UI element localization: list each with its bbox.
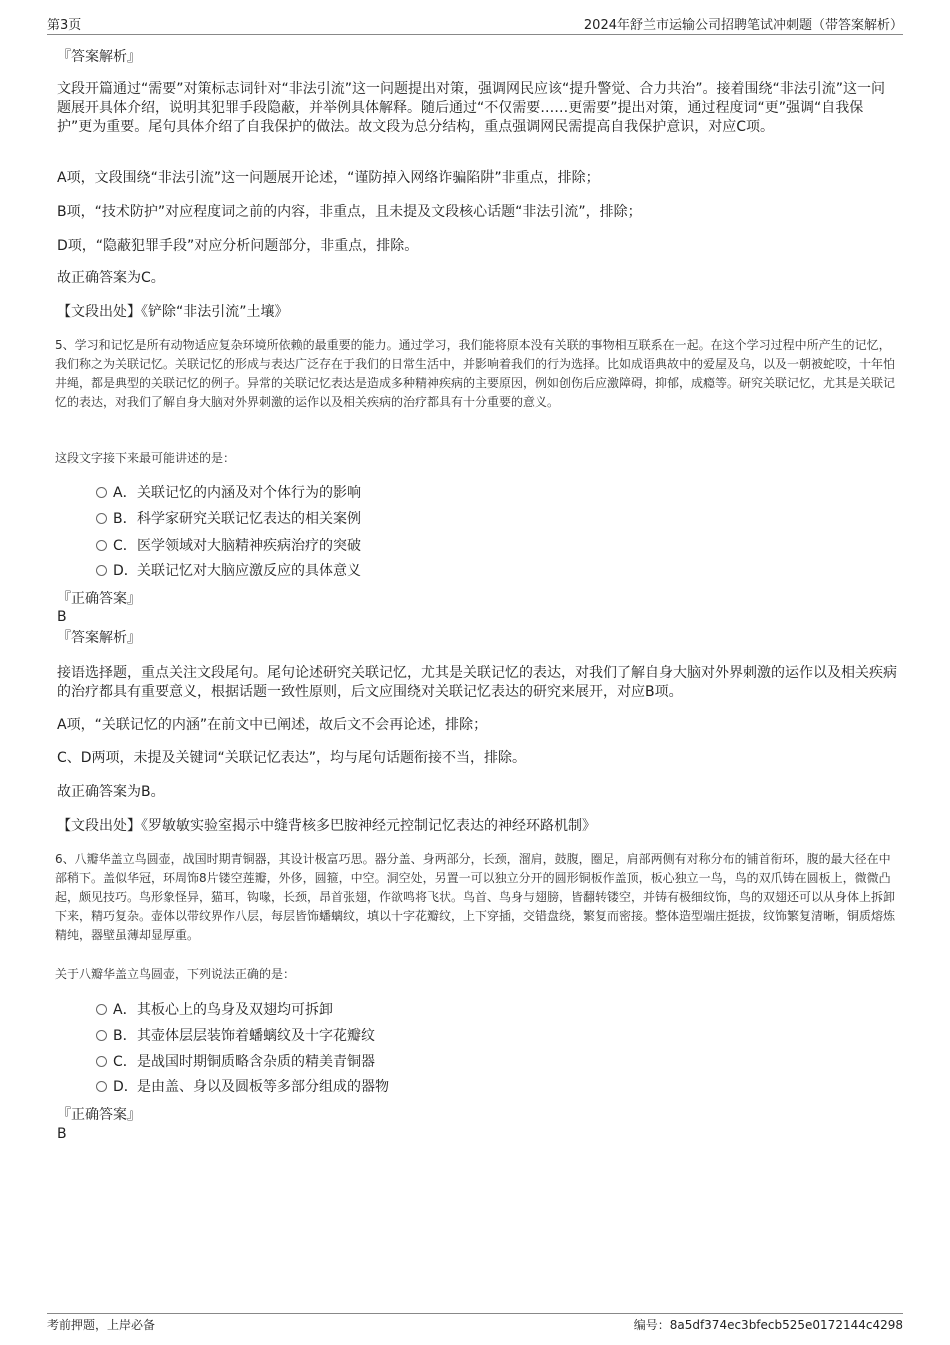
q6-stem: 6、八瓣华盖立鸟圆壶，战国时期青铜器，其设计极富巧思。器分盖、身两部分，长颈，溜肩，鼓腹，圈足，肩部两侧有对称分布的铺首衔环，腹的最大径在中部稍下。盖似华冠，环周饰8片镂空莲瓣，外侈，圆箍，中空。洞空处，另置一可以独立分开的圆形铜板作盖顶，板心独立一鸟，鸟的双爪铸在圆板上，微微凸起，颇见技巧。鸟形象怪异，猫耳，钩喙，长颈，昂首张翅，作欲鸣将飞状。鸟首、鸟身与翅膀，皆翻转镂空，并铸有极细纹饰，鸟的双翅还可以从身体上拆卸下来，精巧复杂。壶体以带纹界作八层，每层皆饰蟠螭纹，填以十字花瓣纹，上下穿插，交错盘绕，繁复而密接。整体造型端庄挺拔，纹饰繁复清晰，铜质熔炼精纯，器壁虽薄却显厚重。 bbox=[55, 852, 896, 942]
q6-answer: B bbox=[57, 1126, 67, 1142]
option-text: 其板心上的鸟身及双翅均可拆卸 bbox=[137, 1002, 333, 1018]
option-text: 是战国时期铜质略含杂质的精美青铜器 bbox=[137, 1054, 375, 1070]
document-title: 2024年舒兰市运输公司招聘笔试冲刺题（带答案解析） bbox=[583, 18, 903, 33]
option-text: 其壶体层层装饰着蟠螭纹及十字花瓣纹 bbox=[137, 1028, 375, 1044]
option-text: 关联记忆的内涵及对个体行为的影响 bbox=[137, 485, 361, 501]
q5-option-c[interactable] bbox=[96, 537, 361, 556]
q5-option-b[interactable] bbox=[96, 510, 361, 529]
option-letter: B． bbox=[113, 1028, 137, 1044]
q5-stem: 5、学习和记忆是所有动物适应复杂环境所依赖的最重要的能力。通过学习，我们能将原本没有关联的事物相互联系在一起。在这个学习过程中所产生的记忆，我们称之为关联记忆。关联记忆的形成与表达广泛存在于我们的日常生活中，并影响着我们的行为选择。比如成语典故中的爱屋及乌，以及一朝被蛇咬，十年怕井绳，都是典型的关联记忆的例子。异常的关联记忆表达是造成多种精神疾病的主要原因，例如创伤后应激障碍，抑郁，成瘾等。研究关联记忆，尤其是关联记忆的表达，对我们了解自身大脑对外界刺激的运作以及相关疾病的治疗都具有十分重要的意义。 bbox=[55, 338, 896, 409]
q4-option-b-note: B项，“技术防护”对应程度词之前的内容，非重点，且未提及文段核心话题“非法引流”，排除； bbox=[57, 204, 642, 220]
radio-icon[interactable] bbox=[96, 565, 107, 576]
option-text: 关联记忆对大脑应激反应的具体意义 bbox=[137, 563, 361, 579]
radio-icon[interactable] bbox=[96, 487, 107, 498]
q6-option-d[interactable] bbox=[96, 1078, 389, 1097]
footer-slogan: 考前押题，上岸必备 bbox=[47, 1318, 156, 1332]
q4-source: 【文段出处】《铲除“非法引流”土壤》 bbox=[57, 304, 289, 320]
q4-option-a-note: A项，文段围绕“非法引流”这一问题展开论述，“谨防掉入网络诈骗陷阱”非重点，排除； bbox=[57, 170, 600, 186]
option-text: 医学领域对大脑精神疾病治疗的突破 bbox=[137, 538, 361, 554]
radio-icon[interactable] bbox=[96, 1030, 107, 1041]
option-text: 科学家研究关联记忆表达的相关案例 bbox=[137, 511, 361, 527]
q6-option-b[interactable] bbox=[96, 1027, 375, 1046]
q6-option-a[interactable] bbox=[96, 1001, 333, 1020]
q6-option-c[interactable] bbox=[96, 1053, 375, 1072]
page-number: 第3页 bbox=[47, 18, 82, 33]
radio-icon[interactable] bbox=[96, 1056, 107, 1067]
option-text: 是由盖、身以及圆板等多部分组成的器物 bbox=[137, 1079, 389, 1095]
q4-conclusion: 故正确答案为C。 bbox=[57, 270, 165, 286]
option-letter: B． bbox=[113, 511, 137, 527]
q4-analysis-text: 文段开篇通过“需要”对策标志词针对“非法引流”这一问题提出对策，强调网民应该“提升警觉、合力共治”。接着围绕“非法引流”这一问题展开具体介绍，说明其犯罪手段隐蔽，并举例具体解释。随后通过“不仅需要……更需要”提出对策，通过程度词“更”强调“自我保护”更为重要。尾句具体介绍了自我保护的做法。故文段为总分结构，重点强调网民需提高自我保护意识，对应C项。 bbox=[57, 81, 886, 135]
q5-analysis-text: 接语选择题，重点关注文段尾句。尾句论述研究关联记忆，尤其是关联记忆的表达，对我们了解自身大脑对外界刺激的运作以及相关疾病的治疗都具有重要意义，根据话题一致性原则，后文应围绕对关联记忆表达的研究来展开，对应B项。 bbox=[57, 665, 897, 700]
q5-analysis-label: 『答案解析』 bbox=[57, 630, 141, 646]
option-letter: A． bbox=[113, 485, 137, 501]
q5-option-cd-note: C、D两项，未提及关键词“关联记忆表达”，均与尾句话题衔接不当，排除。 bbox=[57, 750, 527, 766]
radio-icon[interactable] bbox=[96, 1081, 107, 1092]
q5-question: 这段文字接下来最可能讲述的是： bbox=[55, 451, 236, 465]
option-letter: C． bbox=[113, 538, 137, 554]
q4-analysis-label: 『答案解析』 bbox=[57, 49, 141, 65]
option-letter: A． bbox=[113, 1002, 137, 1018]
q6-question: 关于八瓣华盖立鸟圆壶，下列说法正确的是： bbox=[55, 967, 296, 981]
q6-answer-label: 『正确答案』 bbox=[57, 1107, 141, 1123]
q4-option-d-note: D项，“隐蔽犯罪手段”对应分析问题部分，非重点，排除。 bbox=[57, 238, 419, 254]
q5-answer: B bbox=[57, 609, 67, 625]
option-letter: C． bbox=[113, 1054, 137, 1070]
q5-answer-label: 『正确答案』 bbox=[57, 591, 141, 607]
q5-conclusion: 故正确答案为B。 bbox=[57, 784, 165, 800]
option-letter: D． bbox=[113, 563, 138, 579]
radio-icon[interactable] bbox=[96, 513, 107, 524]
q5-option-a[interactable] bbox=[96, 484, 361, 503]
page-header bbox=[47, 14, 903, 35]
option-letter: D． bbox=[113, 1079, 138, 1095]
page-footer bbox=[47, 1313, 903, 1336]
radio-icon[interactable] bbox=[96, 1004, 107, 1015]
q5-option-a-note: A项，“关联记忆的内涵”在前文中已阐述，故后文不会再论述，排除； bbox=[57, 717, 488, 733]
document-id: 编号：8a5df374ec3bfecb525e0172144c4298 bbox=[633, 1318, 903, 1332]
radio-icon[interactable] bbox=[96, 540, 107, 551]
q5-source: 【文段出处】《罗敏敏实验室揭示中缝背核多巴胺神经元控制记忆表达的神经环路机制》 bbox=[57, 818, 596, 834]
q5-option-d[interactable] bbox=[96, 562, 361, 581]
